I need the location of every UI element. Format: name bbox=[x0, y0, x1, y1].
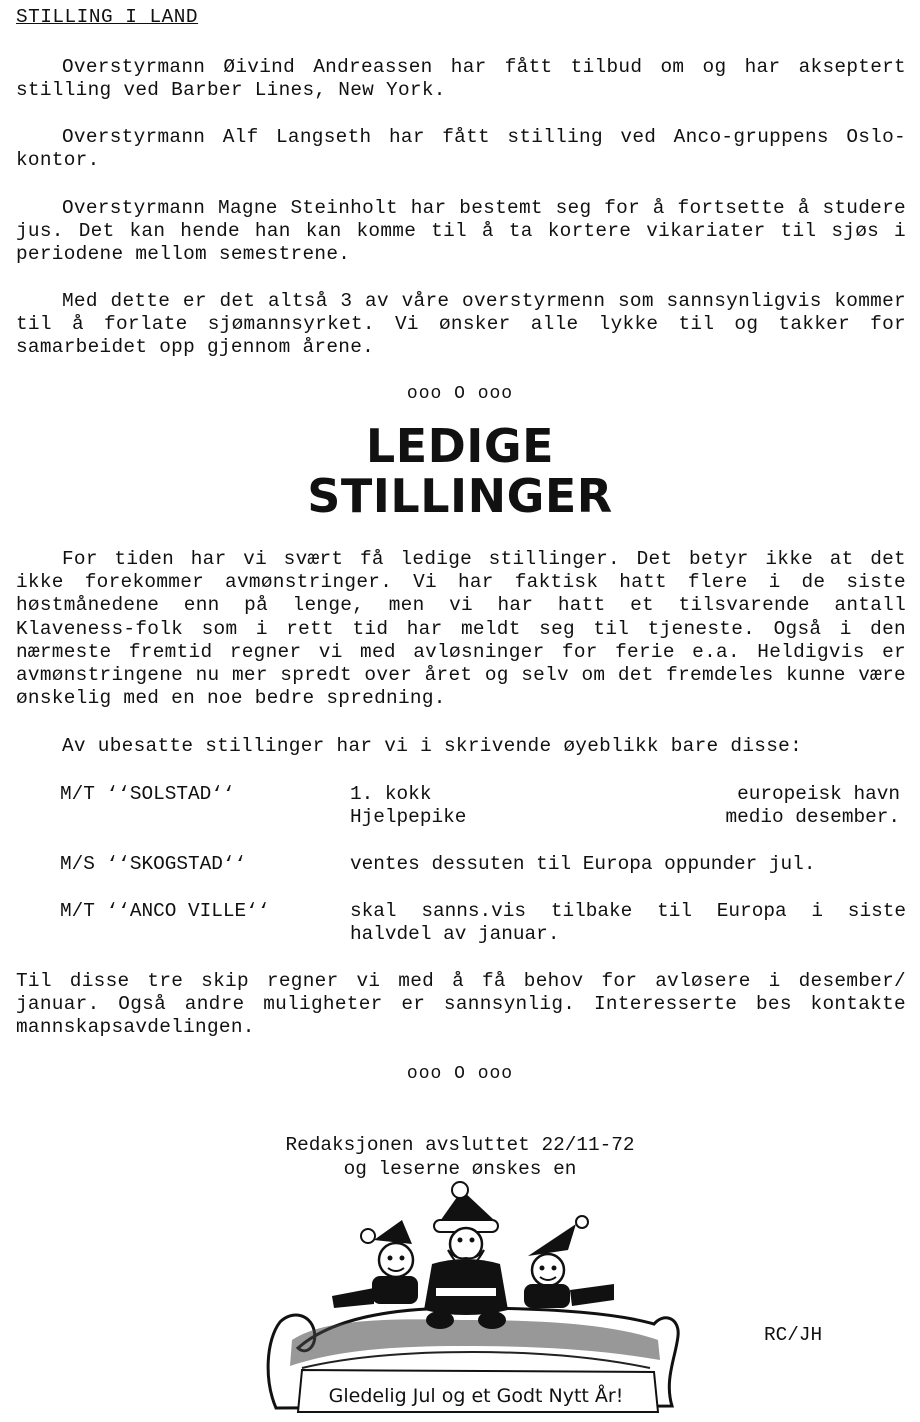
paragraph-langseth: Overstyrmann Alf Langseth har fått stilling ved Anco-gruppens Oslo-kontor. bbox=[16, 126, 906, 172]
section-heading: STILLING I LAND bbox=[16, 6, 199, 28]
vessel-name: M/T ‘‘ANCO VILLE‘‘ bbox=[60, 900, 270, 922]
signoff-line-2: og leserne ønskes en bbox=[343, 1158, 577, 1180]
vessel-date: medio desember. bbox=[725, 806, 900, 828]
vessel-note: ventes dessuten til Europa oppunder jul. bbox=[350, 853, 816, 875]
signoff-line-1: Redaksjonen avsluttet 22/11-72 bbox=[285, 1134, 635, 1156]
vessel-name: M/S ‘‘SKOGSTAD‘‘ bbox=[60, 853, 247, 875]
santa-icon bbox=[424, 1182, 508, 1329]
vessel-note: halvdel av januar. bbox=[350, 923, 560, 945]
title-line-2: STILLINGER bbox=[307, 469, 613, 523]
paragraph-closing: Til disse tre skip regner vi med å få behov for avløsere i desember/ januar. Også andre muligheter er sannsynlig. Interesserte bes kontakte mannskapsavdelingen. bbox=[16, 970, 906, 1039]
title-line-1: LEDIGE bbox=[365, 419, 555, 473]
elf-left-icon bbox=[332, 1220, 418, 1308]
paragraph-steinholt: Overstyrmann Magne Steinholt har bestemt seg for å fortsette å studere jus. Det kan hende han kan komme til å ta kortere vikariater til sjøs i periodene mellom semestrene. bbox=[16, 197, 906, 266]
elf-right-icon bbox=[524, 1216, 614, 1308]
separator: ooo O ooo bbox=[406, 1064, 514, 1084]
paragraph-andreassen: Overstyrmann Øivind Andreassen har fått tilbud om og har akseptert stilling ved Barber Lines, New York. bbox=[16, 56, 906, 102]
paragraph-intro: For tiden har vi svært få ledige stillinger. Det betyr ikke at det ikke forekommer avmønstringer. Vi har faktisk hatt flere i de siste høstmånedene enn på lenge, men vi har hatt et tilsvarende antall Klaveness-folk som i rett tid har meldt seg til tjeneste. Også i den nærmeste fremtid regner vi med avløsninger for ferie e.a. Heldigvis er avmønstringene nu mer spredt over året og selv om det fremdeles kunne være ønskelig med en noe bedre spredning. bbox=[16, 548, 906, 710]
vessel-position: Hjelpepike bbox=[350, 806, 467, 828]
paragraph-list-intro: Av ubesatte stillinger har vi i skrivende øyeblikk bare disse: bbox=[62, 735, 803, 757]
paragraph-summary: Med dette er det altså 3 av våre overstyrmenn som sannsynligvis kommer til å forlate sjømannsyrket. Vi ønsker alle lykke til og takker for samarbeidet opp gjennom årene. bbox=[16, 290, 906, 359]
christmas-illustration bbox=[262, 1180, 686, 1416]
separator: ooo O ooo bbox=[406, 384, 514, 404]
vessel-note: skal sanns.vis tilbake til Europa i siste bbox=[350, 900, 906, 922]
vessel-location: europeisk havn bbox=[737, 783, 900, 805]
vessel-name: M/T ‘‘SOLSTAD‘‘ bbox=[60, 783, 235, 805]
vessel-position: 1. kokk bbox=[350, 783, 432, 805]
illustration-caption: Gledelig Jul og et Godt Nytt År! bbox=[328, 1385, 624, 1407]
signature: RC/JH bbox=[764, 1324, 823, 1346]
